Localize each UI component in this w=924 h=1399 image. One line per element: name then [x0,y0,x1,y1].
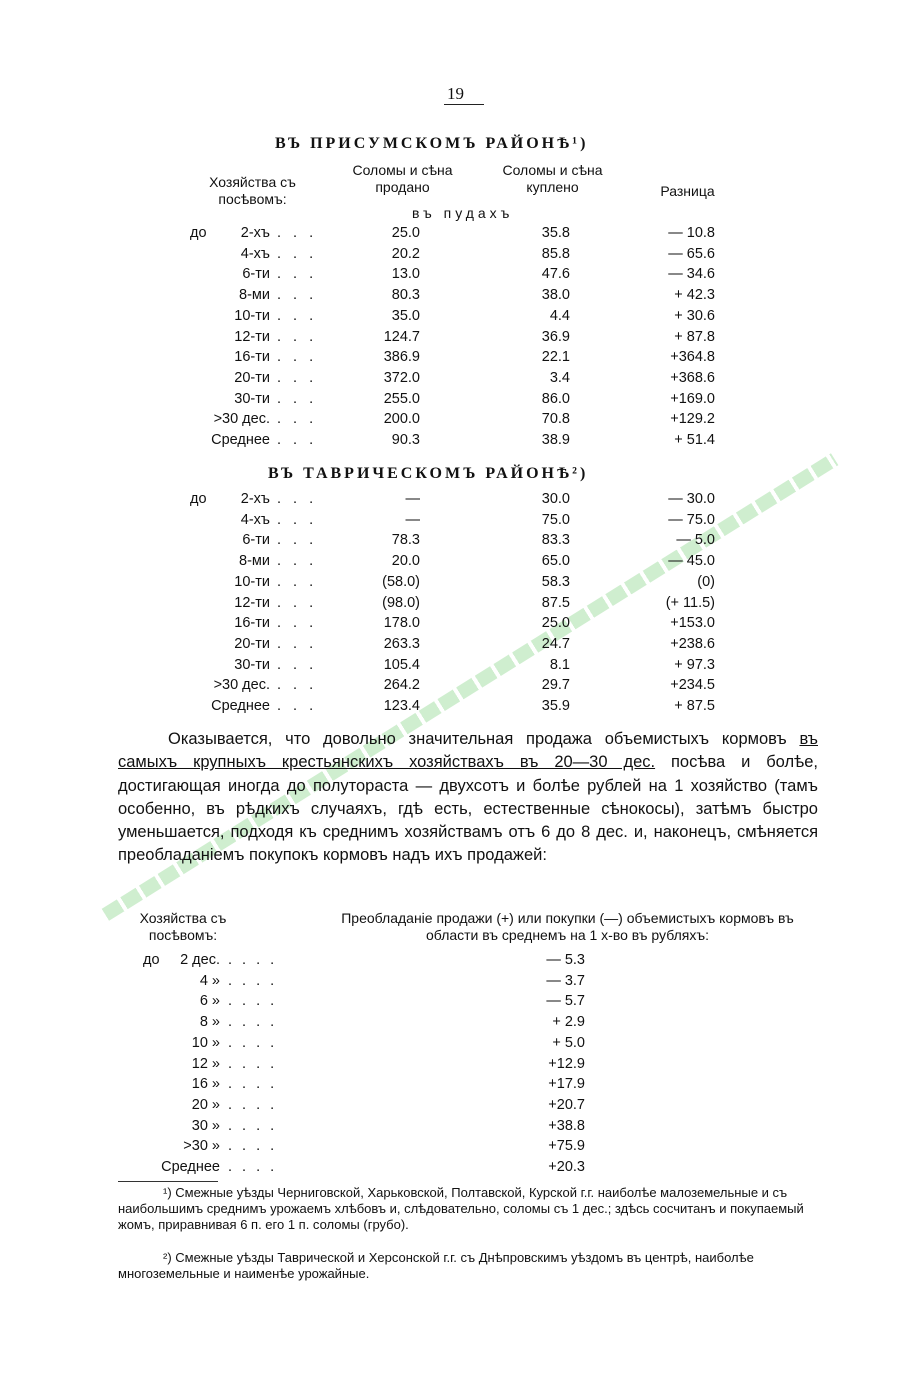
row-bought: 30.0 [541,491,570,507]
row-diff: — 30.0 [668,491,715,507]
row-sold: 264.2 [383,677,420,694]
row-diff: — 5.0 [676,532,715,549]
row-sold: 80.3 [391,287,420,304]
row-diff: (+ 11.5) [665,594,715,611]
row-dots: . . . [277,307,318,324]
row-dots: . . . [277,349,318,366]
table1-title: ВЪ ПРИСУМСКОМЪ РАЙОНѢ¹) [275,135,589,152]
row-dots: . . . . [228,1014,278,1031]
row-bought: 75.0 [541,511,570,528]
row-bought: 24.7 [541,635,570,652]
row-value: — 3.7 [546,972,585,989]
row-value: +38.8 [548,1117,585,1134]
row-sold: 178.0 [383,615,420,632]
row-diff: — 75.0 [668,511,715,528]
row-label: 30 » [191,1117,220,1134]
row-dots: . . . . [228,993,278,1010]
row-sold: — [405,511,420,528]
row-label: 12-ти [234,594,270,611]
row-dots: . . . [277,573,318,590]
row-diff: + 30.6 [674,307,715,324]
row-bought: 8.1 [549,656,570,673]
row-sold: 90.3 [391,432,420,448]
row-diff: + 87.5 [674,698,715,714]
row-dots: . . . [277,245,318,262]
row-label: 12-ти [234,328,270,345]
page-number: 19 [447,84,464,103]
row-dots: . . . [277,390,318,407]
footnote-1: ¹) Смежные уѣзды Черниговской, Харьковской, Полтавской, Курской г.г. наиболѣе малоземельные и съ наибольшимъ среднимъ урожаемъ хлѣбовъ и, слѣдовательно, соломы съ 1 дес.; здѣсь сосчитанъ и покупаемый жомъ, приравнивая 6 п. его 1 п. соломы (грубо). [118,1185,804,1232]
row-label: 30-ти [234,390,270,407]
row-bought: 35.8 [541,225,570,241]
row-dots: . . . [277,511,318,528]
row-label: 16-ти [234,615,270,632]
row-bought: 85.8 [541,245,570,262]
body-paragraph [118,728,818,868]
table1-col-bought: Соломы и сѣна куплено [502,162,603,195]
row-diff: — 65.6 [668,245,715,262]
row-diff: — 10.8 [668,225,715,241]
row-label: Среднее [211,432,270,448]
row-bought: 35.9 [541,698,570,714]
row-sold: — [405,491,420,507]
row-dots: . . . [277,656,318,673]
row-sold: 20.2 [391,245,420,262]
row-dots: . . . [277,635,318,652]
row-sold: 255.0 [383,390,420,407]
row-sold: 20.0 [391,553,420,570]
row-sold: 124.7 [383,328,420,345]
row-bought: 38.9 [541,432,570,448]
row-dots: . . . [277,532,318,549]
row-bought: 25.0 [541,615,570,632]
row-label: 2-хъ [240,491,270,507]
row-sold: 78.3 [391,532,420,549]
row-label: 10-ти [234,573,270,590]
row-label: >30 » [183,1138,220,1155]
row-label: 20 » [191,1096,220,1113]
row-prefix: до [190,225,207,241]
row-dots: . . . . [228,1159,278,1175]
row-diff: + 42.3 [674,287,715,304]
row-label: >30 дес. [213,411,270,428]
row-diff: +169.0 [670,390,715,407]
row-diff: +153.0 [670,615,715,632]
table1-col-sold: Соломы и сѣна продано [352,162,453,195]
row-dots: . . . [277,432,318,448]
row-label: 6 » [199,993,220,1010]
row-dots: . . . [277,411,318,428]
row-bought: 22.1 [541,349,570,366]
row-label: 8-ми [239,287,270,304]
row-dots: . . . . [228,972,278,989]
row-bought: 4.4 [549,307,570,324]
row-label: 2 дес. [180,952,220,968]
row-dots: . . . [277,369,318,386]
row-sold: 386.9 [383,349,420,366]
row-bought: 47.6 [541,266,570,283]
row-prefix: до [190,491,207,507]
row-dots: . . . [277,698,318,714]
row-label: Среднее [161,1159,220,1175]
row-label: 6-ти [242,532,270,549]
row-label: 16-ти [234,349,270,366]
row-label: 4 » [199,972,220,989]
row-label: 16 » [191,1076,220,1093]
row-value: +20.7 [548,1096,585,1113]
row-bought: 38.0 [541,287,570,304]
row-dots: . . . [277,266,318,283]
row-dots: . . . [277,225,318,241]
row-bought: 86.0 [541,390,570,407]
row-label: 2-хъ [240,225,270,241]
page-number-rule [444,104,484,105]
row-value: + 5.0 [552,1034,585,1051]
paragraph-underlined: въ самыхъ крупныхъ крестьянскихъ хозяйствахъ въ 20—30 дес. [118,730,818,772]
row-sold: 25.0 [391,225,420,241]
row-diff: +368.6 [670,369,715,386]
row-diff: + 87.8 [674,328,715,345]
row-dots: . . . [277,677,318,694]
row-dots: . . . . [228,1138,278,1155]
row-bought: 87.5 [541,594,570,611]
row-dots: . . . [277,594,318,611]
row-bought: 29.7 [541,677,570,694]
row-diff: +238.6 [670,635,715,652]
table2-title: ВЪ ТАВРИЧЕСКОМЪ РАЙОНѢ²) [268,465,589,482]
row-sold: 13.0 [391,266,420,283]
row-label: 4-хъ [240,511,270,528]
row-sold: 372.0 [383,369,420,386]
paragraph-part2: посѣва и болѣе, достигающая иногда до полутораста — двухсотъ и болѣе рублей на 1 хозяйство (тамъ особенно, въ рѣдкихъ случаяхъ, гдѣ есть, естественные сѣнокосы), затѣмъ быстро уменьшается, подходя къ среднимъ хозяйствамъ отъ 6 до 8 дес. и, наконецъ, смѣняется преобладаніемъ покупокъ кормовъ надъ ихъ продажей: [118,753,818,865]
row-value: + 2.9 [552,1014,585,1031]
row-sold: 263.3 [383,635,420,652]
row-sold: 123.4 [383,698,420,714]
row-bought: 3.4 [549,369,570,386]
row-value: — 5.3 [546,952,585,968]
row-diff: (0) [697,573,715,590]
row-dots: . . . . [228,1076,278,1093]
row-label: 10-ти [234,307,270,324]
row-value: — 5.7 [546,993,585,1010]
row-sold: (98.0) [382,594,420,611]
row-label: 20-ти [234,369,270,386]
row-diff: +129.2 [670,411,715,428]
row-sold: 105.4 [383,656,420,673]
row-label: 6-ти [242,266,270,283]
row-prefix: до [143,952,160,968]
row-diff: — 45.0 [668,553,715,570]
table3-col-farms: Хозяйства съ посѣвомъ: [139,910,227,943]
row-value: +75.9 [548,1138,585,1155]
row-label: 30-ти [234,656,270,673]
row-sold: 35.0 [391,307,420,324]
footnote-rule [118,1181,218,1182]
table3-col-value: Преобладаніе продажи (+) или покупки (—) объемистыхъ кормовъ въ области въ среднемъ на 1 х-во въ рубляхъ: [341,910,794,943]
row-dots: . . . . [228,1034,278,1051]
paragraph-part1: Оказывается, что довольно значительная продажа объемистыхъ кормовъ [168,730,800,748]
row-diff: +234.5 [670,677,715,694]
table1-units: въ пудахъ [412,205,514,221]
table1-col-farms: Хозяйства съ посѣвомъ: [209,174,296,207]
row-dots: . . . [277,287,318,304]
row-bought: 83.3 [541,532,570,549]
row-dots: . . . . [228,952,278,968]
row-label: 10 » [191,1034,220,1051]
row-bought: 70.8 [541,411,570,428]
row-label: 8 » [199,1014,220,1031]
row-bought: 36.9 [541,328,570,345]
row-sold: (58.0) [382,573,420,590]
row-label: Среднее [211,698,270,714]
row-diff: + 51.4 [674,432,715,448]
row-label: 20-ти [234,635,270,652]
row-value: +20.3 [548,1159,585,1175]
row-label: 12 » [191,1055,220,1072]
row-dots: . . . . [228,1096,278,1113]
row-value: +17.9 [548,1076,585,1093]
row-diff: +364.8 [670,349,715,366]
row-bought: 65.0 [541,553,570,570]
row-dots: . . . [277,328,318,345]
row-dots: . . . . [228,1117,278,1134]
footnote-2: ²) Смежные уѣзды Таврической и Херсонской г.г. съ Днѣпровскимъ уѣздомъ въ центрѣ, наиболѣе многоземельные и наименѣе урожайные. [118,1250,754,1281]
row-dots: . . . [277,553,318,570]
row-label: 4-хъ [240,245,270,262]
row-dots: . . . [277,615,318,632]
row-label: 8-ми [239,553,270,570]
row-diff: + 97.3 [674,656,715,673]
row-dots: . . . [277,491,318,507]
row-bought: 58.3 [541,573,570,590]
row-sold: 200.0 [383,411,420,428]
table1-col-diff: Разница [660,183,715,199]
row-dots: . . . . [228,1055,278,1072]
row-value: +12.9 [548,1055,585,1072]
row-diff: — 34.6 [668,266,715,283]
row-label: >30 дес. [213,677,270,694]
